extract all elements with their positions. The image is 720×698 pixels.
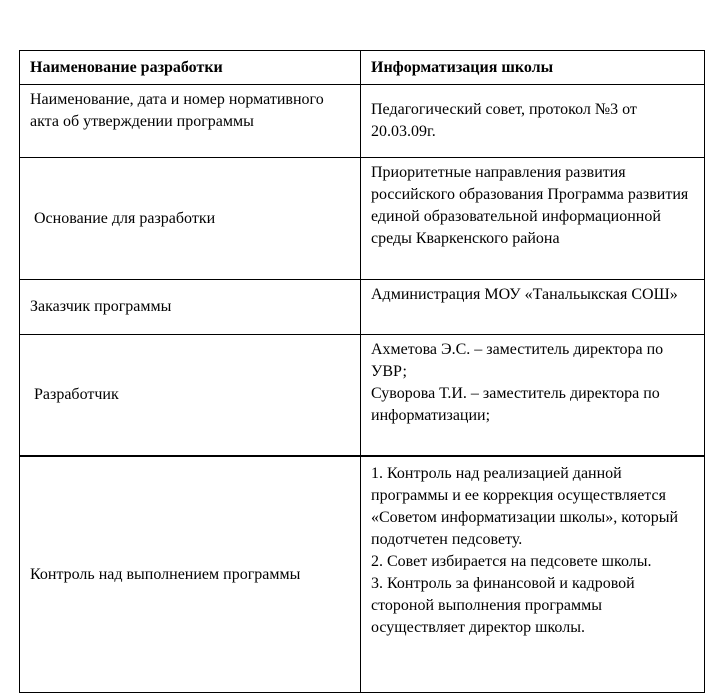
row-label-cell	[20, 85, 361, 158]
table-row	[20, 457, 705, 693]
row-value	[361, 335, 704, 427]
table-row	[20, 280, 705, 335]
row-label: Заказчик программы	[30, 298, 172, 315]
table-row	[20, 158, 705, 280]
program-control-table	[19, 456, 705, 693]
header-label: Наименование разработки	[30, 59, 223, 76]
row-value-cell	[361, 85, 705, 158]
row-value: Педагогический совет, протокол №3 от 20.03.09г.	[371, 101, 637, 140]
header-value: Информатизация школы	[371, 59, 554, 76]
row-label: Наименование, дата и номер нормативного акта об утверждении программы	[30, 91, 324, 130]
control-item: 2. Совет избирается на педсовете школы.	[371, 553, 652, 570]
program-passport-table	[19, 50, 705, 456]
header-cell	[20, 51, 361, 85]
control-items	[361, 457, 704, 639]
row-label: Контроль над выполнением программы	[30, 565, 301, 583]
row-value-cell	[361, 280, 705, 335]
row-label: Основание для разработки	[30, 209, 216, 227]
row-value-cell	[361, 335, 705, 456]
row-label-cell	[20, 457, 361, 693]
row-value: Приоритетные направления развития российского образования Программа развития единой образовательной информационной среды Кваркенского района	[371, 164, 689, 247]
header-cell	[361, 51, 705, 85]
row-label-cell	[20, 280, 361, 335]
control-item: 1. Контроль над реализацией данной программы и ее коррекция осуществляется «Советом информатизации школы», который подотчетен педсовету.	[371, 465, 679, 548]
table-header-row	[20, 51, 705, 85]
row-value-cell	[361, 457, 705, 693]
row-label: Разработчик	[30, 386, 119, 403]
row-value-cell	[361, 158, 705, 280]
table-row	[20, 335, 705, 456]
row-value: Администрация МОУ «Танальыкская СОШ»	[371, 286, 678, 303]
table-row	[20, 85, 705, 158]
developer-line: Ахметова Э.С. – заместитель директора по УВР;	[371, 341, 664, 380]
row-label-cell	[20, 158, 361, 280]
row-label-cell	[20, 335, 361, 456]
control-item: 3. Контроль за финансовой и кадровой стороной выполнения программы осуществляет директор школы.	[371, 575, 635, 636]
developer-line: Суворова Т.И. – заместитель директора по информатизации;	[371, 385, 660, 424]
